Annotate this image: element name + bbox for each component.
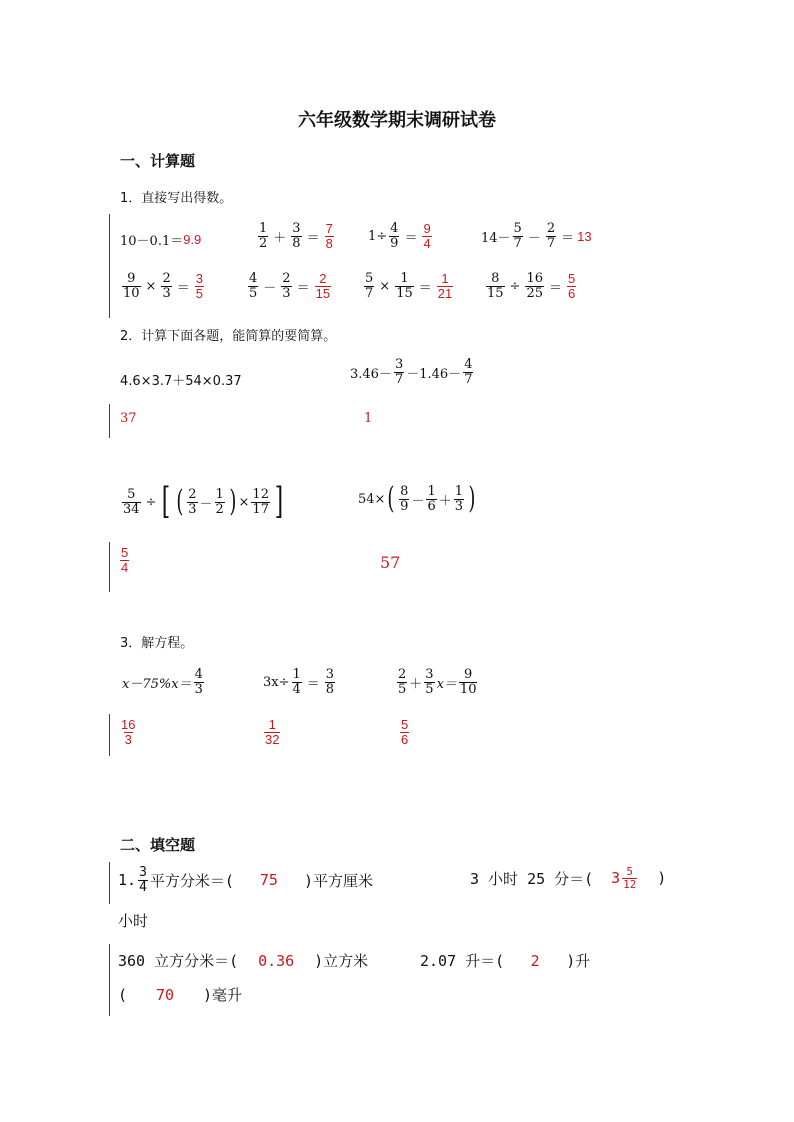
- fraction: $\frac{3}{8}$: [292, 221, 301, 251]
- fraction: $\frac{1}{3}$: [454, 483, 464, 514]
- fraction: $\frac{8}{15}$: [487, 271, 504, 301]
- q1-expr-4: 14－ $\frac{5}{7}$ － $\frac{2}{7}$ ＝ 13: [481, 221, 592, 251]
- answer-blank: 70: [156, 985, 175, 1004]
- q1-prompt: 1．直接写出得数。: [120, 191, 233, 206]
- q3-equation-2: 3x÷ $\frac{1}{4}$ ＝ $\frac{3}{8}$: [263, 667, 335, 697]
- fraction: $\frac{4}{3}$: [194, 667, 203, 697]
- fraction: $\frac{5}{4}$: [121, 545, 129, 575]
- answer: 13: [577, 228, 592, 244]
- margin-bar: [109, 944, 110, 1016]
- fraction: $\frac{2}{3}$: [162, 271, 171, 301]
- fraction: $\frac{9}{10}$: [123, 271, 140, 301]
- answer: $\frac{9}{4}$: [423, 221, 431, 251]
- q2-expr-2: 3.46－ $\frac{3}{7}$ －1.46－ $\frac{4}{7}$: [350, 357, 473, 387]
- answer-blank: 3 $\frac{5}{12}$: [611, 865, 637, 891]
- fraction: $\frac{2}{7}$: [546, 221, 556, 251]
- q3-equation-3: $\frac{2}{5}$ ＋ $\frac{3}{5}$ x＝ $\frac{9}{10}$: [398, 667, 477, 697]
- margin-bar: [109, 404, 110, 438]
- fraction: $\frac{5}{7}$: [513, 221, 522, 251]
- fraction: $\frac{3}{4}$: [139, 865, 147, 895]
- fraction: $\frac{9}{10}$: [459, 667, 477, 697]
- fraction: $\frac{1}{2}$: [215, 486, 224, 517]
- q1-expr-3: 1÷ $\frac{4}{9}$ ＝ $\frac{9}{4}$: [368, 221, 431, 251]
- fraction: $\frac{1}{4}$: [292, 667, 301, 697]
- fraction: $\frac{3}{7}$: [394, 357, 404, 387]
- answer-blank: 0.36: [258, 951, 295, 970]
- fill-question-1: 1. $\frac{3}{4}$ 平方分米＝( 75 )平方厘米: [118, 865, 373, 895]
- fill-question-4: 2.07 升＝( 2 )升: [420, 951, 591, 970]
- q2-answer-2: 1: [364, 411, 373, 426]
- fill-question-2-unit: 小时: [118, 912, 149, 930]
- answer: $\frac{2}{15}$: [315, 271, 331, 301]
- q2-answer-1: 37: [120, 411, 137, 426]
- fraction: $\frac{5}{7}$: [365, 271, 374, 301]
- fraction: $\frac{5}{34}$: [123, 486, 140, 517]
- q1-expr-2: $\frac{1}{2}$ ＋ $\frac{3}{8}$ ＝ $\frac{7}{8}$: [259, 221, 333, 251]
- fraction: $\frac{5}{6}$: [401, 717, 409, 747]
- fraction: $\frac{8}{9}$: [400, 483, 409, 514]
- fraction: $\frac{4}{9}$: [390, 221, 399, 251]
- fill-question-2: 3 小时 25 分＝( 3 $\frac{5}{12}$ ): [470, 865, 667, 891]
- q1-expr-5: $\frac{9}{10}$ × $\frac{2}{3}$ ＝ $\frac{3}{5}$: [123, 271, 203, 301]
- margin-bar: [109, 214, 110, 318]
- fraction: $\frac{1}{32}$: [265, 717, 280, 747]
- margin-bar: [109, 714, 110, 756]
- q3-answer-1: [118, 718, 138, 746]
- fraction: $\frac{2}{3}$: [282, 271, 291, 301]
- fraction: $\frac{2}{5}$: [398, 667, 407, 697]
- fraction: $\frac{16}{25}$: [526, 271, 543, 301]
- fill-question-3: 360 立方分米＝( 0.36 )立方米: [118, 951, 369, 970]
- q1-expr-6: $\frac{4}{5}$ － $\frac{2}{3}$ ＝ $\frac{2}{15}$: [249, 271, 331, 301]
- expr-text: 10－0.1＝: [120, 234, 184, 249]
- fraction: $\frac{1}{6}$: [427, 483, 436, 514]
- fraction: $\frac{1}{2}$: [259, 221, 268, 251]
- q2-answer-4: 57: [380, 553, 401, 572]
- q2-expr-4: 54× ( $\frac{8}{9}$ － $\frac{1}{6}$ ＋ $\frac{1}{3}$ ): [358, 481, 476, 516]
- fraction: $\frac{3}{8}$: [325, 667, 335, 697]
- margin-bar: [109, 542, 110, 592]
- q3-answer-2: [262, 718, 282, 746]
- fraction: $\frac{4}{5}$: [249, 271, 258, 301]
- fill-question-4-ml: ( 70 )毫升: [118, 985, 243, 1004]
- q3-prompt: 3．解方程。: [120, 636, 194, 651]
- margin-bar: [109, 862, 110, 904]
- answer: $\frac{1}{21}$: [437, 271, 453, 301]
- q2-expr-1: 4.6×3.7＋54×0.37: [120, 374, 242, 389]
- fraction: $\frac{1}{15}$: [396, 271, 413, 301]
- q1-expr-1: [120, 230, 201, 249]
- q2-prompt: 2．计算下面各题，能简算的要简算。: [120, 329, 337, 344]
- fraction: $\frac{3}{5}$: [425, 667, 434, 697]
- q2-expr-3: $\frac{5}{34}$ ÷ [ ( $\frac{2}{3}$ － $\frac{1}{2}$ ) × $\frac{12}{17}$ ]: [123, 481, 284, 522]
- q3-answer-3: [398, 718, 411, 746]
- answer: $\frac{7}{8}$: [325, 221, 333, 251]
- answer: $\frac{5}{6}$: [568, 271, 576, 301]
- q1-expr-8: $\frac{8}{15}$ ÷ $\frac{16}{25}$ ＝ $\frac{5}{6}$: [487, 271, 576, 301]
- answer-blank: 75: [259, 871, 278, 890]
- section-heading-fill: 二、填空题: [120, 836, 196, 854]
- fraction: $\frac{2}{3}$: [188, 486, 197, 517]
- answer: 9.9: [183, 232, 202, 247]
- answer: $\frac{3}{5}$: [195, 271, 203, 301]
- q1-expr-7: $\frac{5}{7}$ × $\frac{1}{15}$ ＝ $\frac{1}{21}$: [365, 271, 453, 301]
- page-title: 六年级数学期末调研试卷: [298, 110, 496, 131]
- fraction: $\frac{16}{3}$: [121, 717, 136, 747]
- fraction: $\frac{4}{7}$: [464, 357, 473, 387]
- q3-equation-1: x－75%x＝ $\frac{4}{3}$: [122, 667, 203, 697]
- fraction: $\frac{12}{17}$: [252, 486, 269, 517]
- answer-blank: 2: [530, 951, 540, 970]
- section-heading-calc: 一、计算题: [120, 152, 196, 170]
- q2-answer-3: [118, 546, 131, 574]
